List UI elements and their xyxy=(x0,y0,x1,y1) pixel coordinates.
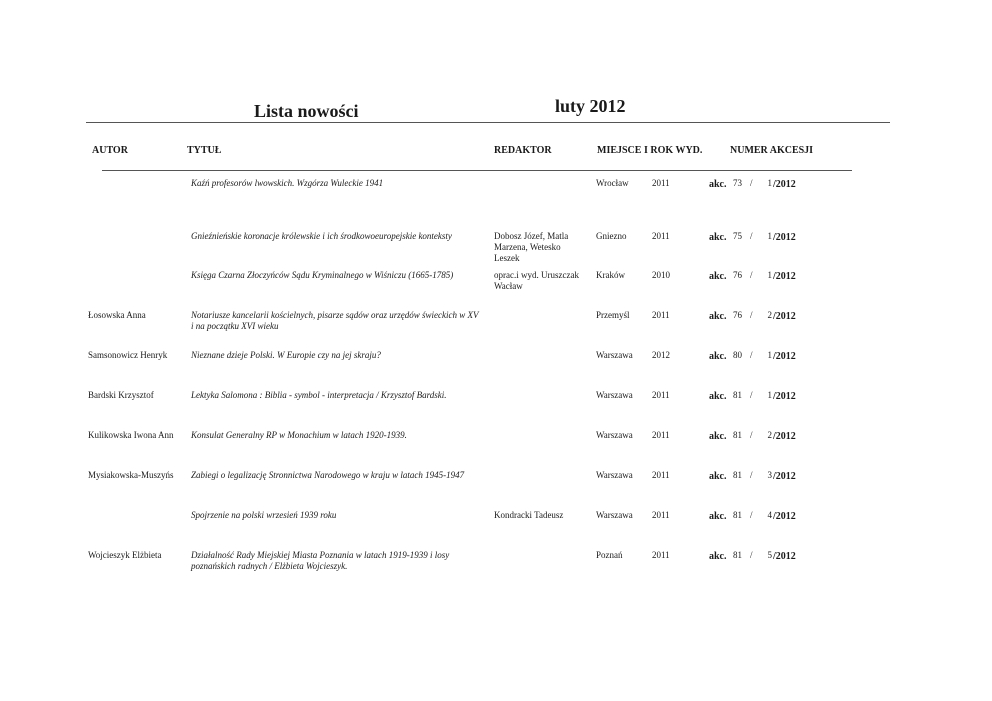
akc-sequence: 1 xyxy=(767,178,772,188)
redaktor-cell: oprac.i wyd. Uruszczak Wacław xyxy=(494,270,579,291)
miejsce-cell: Kraków xyxy=(596,270,625,280)
akc-year: /2012 xyxy=(773,271,796,282)
miejsce-cell: Wrocław xyxy=(596,178,629,188)
akc-label: akc. xyxy=(709,179,727,190)
akc-separator: / xyxy=(750,390,753,400)
akc-label: akc. xyxy=(709,471,727,482)
akc-separator: / xyxy=(750,550,753,560)
akc-separator: / xyxy=(750,270,753,280)
table-row xyxy=(0,310,992,350)
column-header-redaktor: REDAKTOR xyxy=(494,145,552,156)
akc-label: akc. xyxy=(709,431,727,442)
tytul-cell: Gnieźnieńskie koronacje królewskie i ich środkowoeuropejskie konteksty xyxy=(191,231,452,241)
table-row xyxy=(0,390,992,430)
akc-year: /2012 xyxy=(773,551,796,562)
miejsce-cell: Poznań xyxy=(596,550,623,560)
akc-number: 81 xyxy=(733,470,742,480)
tytul-cell: Spojrzenie na polski wrzesień 1939 roku xyxy=(191,510,337,520)
redaktor-cell: Dobosz Józef, Matla Marzena, Wetesko Leszek xyxy=(494,231,569,263)
akc-sequence: 1 xyxy=(767,390,772,400)
rok-cell: 2011 xyxy=(652,510,670,520)
rok-cell: 2011 xyxy=(652,430,670,440)
akc-year: /2012 xyxy=(773,511,796,522)
tytul-cell: Zabiegi o legalizację Stronnictwa Narodowego w kraju w latach 1945-1947 xyxy=(191,470,465,480)
akc-number: 76 xyxy=(733,310,742,320)
table-row xyxy=(0,231,992,271)
title-divider xyxy=(86,122,890,123)
akc-year: /2012 xyxy=(773,471,796,482)
tytul-cell: Notariusze kancelarii kościelnych, pisarze sądów oraz urzędów świeckich w XV i na początku XVI wieku xyxy=(191,310,479,331)
rok-cell: 2011 xyxy=(652,178,670,188)
akc-sequence: 1 xyxy=(767,231,772,241)
miejsce-cell: Warszawa xyxy=(596,470,633,480)
miejsce-cell: Warszawa xyxy=(596,510,633,520)
akc-sequence: 3 xyxy=(767,470,772,480)
autor-cell: Kulikowska Iwona Ann xyxy=(88,430,174,440)
column-header-tytul: TYTUŁ xyxy=(187,145,222,156)
akc-separator: / xyxy=(750,430,753,440)
rok-cell: 2011 xyxy=(652,310,670,320)
autor-cell: Łosowska Anna xyxy=(88,310,146,320)
akc-sequence: 5 xyxy=(767,550,772,560)
akc-year: /2012 xyxy=(773,232,796,243)
akc-separator: / xyxy=(750,510,753,520)
akc-separator: / xyxy=(750,231,753,241)
autor-cell: Samsonowicz Henryk xyxy=(88,350,168,360)
autor-cell: Wojcieszyk Elżbieta xyxy=(88,550,162,560)
miejsce-cell: Warszawa xyxy=(596,390,633,400)
rok-cell: 2011 xyxy=(652,231,670,241)
rok-cell: 2012 xyxy=(652,350,670,360)
akc-label: akc. xyxy=(709,232,727,243)
table-row xyxy=(0,550,992,590)
table-row xyxy=(0,470,992,510)
akc-year: /2012 xyxy=(773,431,796,442)
akc-separator: / xyxy=(750,350,753,360)
tytul-cell: Lektyka Salomona : Biblia - symbol - interpretacja / Krzysztof Bardski. xyxy=(191,390,447,400)
tytul-cell: Nieznane dzieje Polski. W Europie czy na jej skraju? xyxy=(191,350,381,360)
miejsce-cell: Przemyśl xyxy=(596,310,630,320)
table-row xyxy=(0,430,992,470)
tytul-cell: Kaźń profesorów lwowskich. Wzgórza Wuleckie 1941 xyxy=(191,178,384,188)
akc-number: 76 xyxy=(733,270,742,280)
column-header-miejsce: MIEJSCE I ROK WYD. xyxy=(597,145,703,156)
tytul-cell: Działalność Rady Miejskiej Miasta Poznania w latach 1919-1939 i losy poznańskich radnych / Elżbieta Wojcieszyk. xyxy=(191,550,450,571)
akc-year: /2012 xyxy=(773,311,796,322)
akc-label: akc. xyxy=(709,271,727,282)
akc-number: 81 xyxy=(733,390,742,400)
akc-label: akc. xyxy=(709,551,727,562)
column-header-autor: AUTOR xyxy=(92,145,128,156)
redaktor-cell: Kondracki Tadeusz xyxy=(494,510,564,520)
header-divider xyxy=(102,170,852,171)
akc-number: 75 xyxy=(733,231,742,241)
rok-cell: 2011 xyxy=(652,470,670,480)
akc-label: akc. xyxy=(709,351,727,362)
akc-year: /2012 xyxy=(773,351,796,362)
miejsce-cell: Warszawa xyxy=(596,350,633,360)
akc-number: 80 xyxy=(733,350,742,360)
column-header-numer: NUMER AKCESJI xyxy=(730,145,814,156)
akc-label: akc. xyxy=(709,391,727,402)
akc-separator: / xyxy=(750,470,753,480)
autor-cell: Bardski Krzysztof xyxy=(88,390,154,400)
akc-separator: / xyxy=(750,310,753,320)
autor-cell: Mysiakowska-Muszyńs xyxy=(88,470,174,480)
tytul-cell: Księga Czarna Złoczyńców Sądu Kryminalnego w Wiśniczu (1665-1785) xyxy=(191,270,454,280)
rok-cell: 2011 xyxy=(652,390,670,400)
akc-number: 73 xyxy=(733,178,742,188)
miejsce-cell: Gniezno xyxy=(596,231,627,241)
akc-number: 81 xyxy=(733,430,742,440)
tytul-cell: Konsulat Generalny RP w Monachium w latach 1920-1939. xyxy=(191,430,407,440)
akc-number: 81 xyxy=(733,510,742,520)
akc-separator: / xyxy=(750,178,753,188)
akc-sequence: 2 xyxy=(767,310,772,320)
table-row xyxy=(0,510,992,550)
akc-sequence: 2 xyxy=(767,430,772,440)
akc-label: akc. xyxy=(709,311,727,322)
akc-year: /2012 xyxy=(773,179,796,190)
akc-year: /2012 xyxy=(773,391,796,402)
rok-cell: 2010 xyxy=(652,270,670,280)
rok-cell: 2011 xyxy=(652,550,670,560)
akc-sequence: 1 xyxy=(767,270,772,280)
table-row xyxy=(0,270,992,310)
akc-sequence: 1 xyxy=(767,350,772,360)
document-title: Lista nowości xyxy=(254,101,359,121)
table-row xyxy=(0,178,992,218)
miejsce-cell: Warszawa xyxy=(596,430,633,440)
akc-label: akc. xyxy=(709,511,727,522)
table-row xyxy=(0,350,992,390)
document-date: luty 2012 xyxy=(555,96,626,116)
akc-number: 81 xyxy=(733,550,742,560)
akc-sequence: 4 xyxy=(767,510,772,520)
